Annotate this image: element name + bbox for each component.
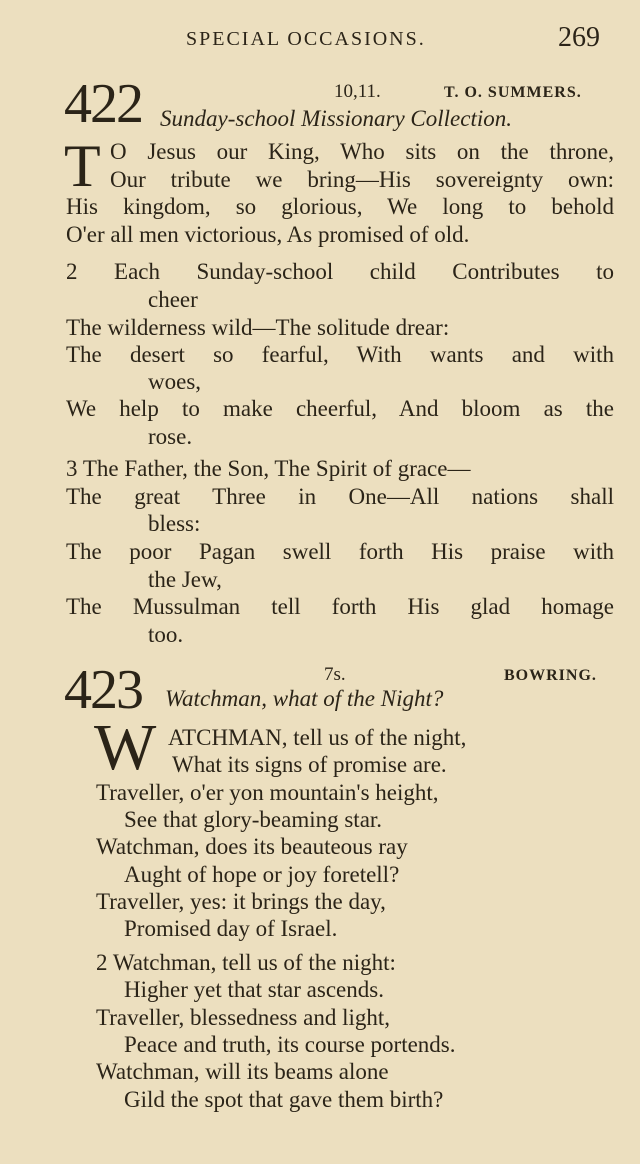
hymn-author: T. O. SUMMERS. xyxy=(444,84,582,101)
verse-line: The poor Pagan swell forth His praise with xyxy=(66,539,614,564)
verse-line: Watchman, does its beauteous ray xyxy=(96,834,408,859)
verse-line: Higher yet that star ascends. xyxy=(124,977,384,1002)
verse-line: O Jesus our King, Who sits on the throne, xyxy=(110,139,614,164)
verse-line: Our tribute we bring—His sovereignty own: xyxy=(110,167,614,192)
verse-line: 3 The Father, the Son, The Spirit of grace— xyxy=(66,456,471,481)
verse-line: rose. xyxy=(148,424,193,449)
verse-line: The desert so fearful, With wants and with xyxy=(66,342,614,367)
running-title: SPECIAL OCCASIONS. xyxy=(186,28,426,50)
verse-line: Promised day of Israel. xyxy=(124,916,338,941)
verse-line: Traveller, o'er yon mountain's height, xyxy=(96,780,439,805)
verse-line: woes, xyxy=(148,369,202,394)
hymn-number: 423 xyxy=(64,659,142,721)
verse-line: See that glory-beaming star. xyxy=(124,807,383,832)
verse-line: We help to make cheerful, And bloom as the xyxy=(66,396,614,421)
hymn-author: BOWRING. xyxy=(504,667,597,684)
verse-line: ATCHMAN, tell us of the night, xyxy=(168,725,467,750)
verse-line: bless: xyxy=(148,511,201,536)
verse-line: Watchman, will its beams alone xyxy=(96,1059,389,1084)
hymn-meter: 7s. xyxy=(324,664,346,685)
verse-line: cheer xyxy=(148,287,198,312)
verse-line: Traveller, blessedness and light, xyxy=(96,1005,390,1030)
verse-line: Aught of hope or joy foretell? xyxy=(124,862,400,887)
verse-line: The wilderness wild—The solitude drear: xyxy=(66,315,450,340)
hymn-title: Watchman, what of the Night? xyxy=(165,686,444,711)
verse-line: The great Three in One—All nations shall xyxy=(66,484,614,509)
verse-line: too. xyxy=(148,622,184,647)
hymn-number: 422 xyxy=(64,73,142,135)
verse-line: Peace and truth, its course portends. xyxy=(124,1032,456,1057)
verse-line: 2 Watchman, tell us of the night: xyxy=(96,950,396,975)
hymn-meter: 10,11. xyxy=(334,81,381,102)
verse-line: O'er all men victorious, As promised of old. xyxy=(66,222,470,247)
verse-line: The Mussulman tell forth His glad homage xyxy=(66,594,614,619)
verse-line: Gild the spot that gave them birth? xyxy=(124,1087,444,1112)
page-number: 269 xyxy=(558,22,600,53)
verse-line: His kingdom, so glorious, We long to behold xyxy=(66,194,614,219)
verse-line: Traveller, yes: it brings the day, xyxy=(96,889,386,914)
verse-line: 2 Each Sunday-school child Contributes to xyxy=(66,259,614,284)
hymn-title: Sunday-school Missionary Collection. xyxy=(160,106,512,131)
verse-line: What its signs of promise are. xyxy=(172,752,447,777)
verse-line: the Jew, xyxy=(148,567,222,592)
drop-cap: T xyxy=(64,133,101,199)
drop-cap: W xyxy=(94,711,157,784)
